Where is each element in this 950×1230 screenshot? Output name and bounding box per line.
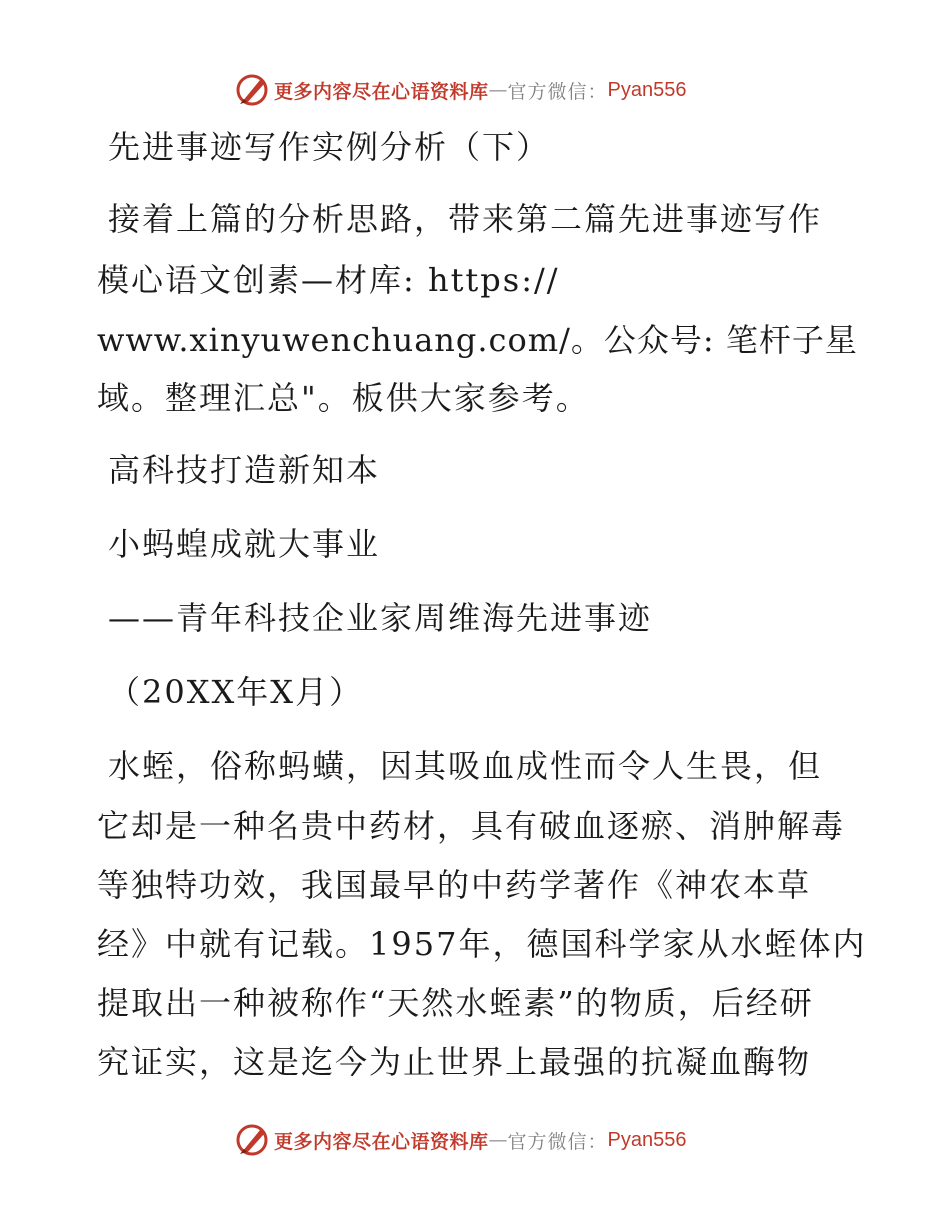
date-line: （20XX年X月） [108, 673, 364, 711]
body-line-6: 究证实，这是迄今为止世界上最强的抗凝血酶物 [97, 1043, 812, 1081]
body-line-2: 它却是一种名贵中药材，具有破血逐瘀、消肿解毒 [97, 807, 846, 845]
body-line-5: 提取出一种被称作“天然水蛭素”的物质，后经研 [97, 984, 814, 1022]
intro-line-4: 域。整理汇总"。板供大家参考。 [97, 379, 590, 417]
body-line-4: 经》中就有记载。1957年，德国科学家从水蛭体内 [97, 925, 867, 963]
document-title: 先进事迹写作实例分析（下） [108, 128, 551, 166]
intro-line-1: 接着上篇的分析思路，带来第二篇先进事迹写作 [108, 200, 823, 238]
banner-wechat-label: 官方微信： [507, 80, 608, 103]
pen-logo-icon [234, 1122, 270, 1158]
intro-line-3: www.xinyuwenchuang.com/。公众号: 笔杆子星 [97, 321, 858, 359]
pen-logo-icon [234, 72, 270, 108]
subtitle: ——青年科技企业家周维海先进事迹 [108, 599, 653, 637]
banner-wechat-id: Pyan556 [607, 78, 687, 101]
headline-2: 小蚂蝗成就大事业 [108, 525, 381, 563]
banner-promo-text: 更多内容尽在心语资料库 [274, 1130, 489, 1153]
banner-wechat-id: Pyan556 [607, 1128, 687, 1151]
footer-banner [234, 1120, 687, 1160]
body-line-3: 等独特功效，我国最早的中药学著作《神农本草 [97, 866, 812, 904]
banner-separator: — [488, 79, 508, 101]
body-line-1: 水蛭，俗称蚂蟥，因其吸血成性而令人生畏，但 [108, 747, 823, 785]
banner-promo-text: 更多内容尽在心语资料库 [274, 80, 489, 103]
banner-wechat-label: 官方微信： [507, 1130, 608, 1153]
header-banner [234, 70, 687, 110]
intro-line-2: 模心语文创素—材库: https:// [97, 261, 560, 299]
banner-separator: — [488, 1129, 508, 1151]
headline-1: 高科技打造新知本 [108, 451, 381, 489]
